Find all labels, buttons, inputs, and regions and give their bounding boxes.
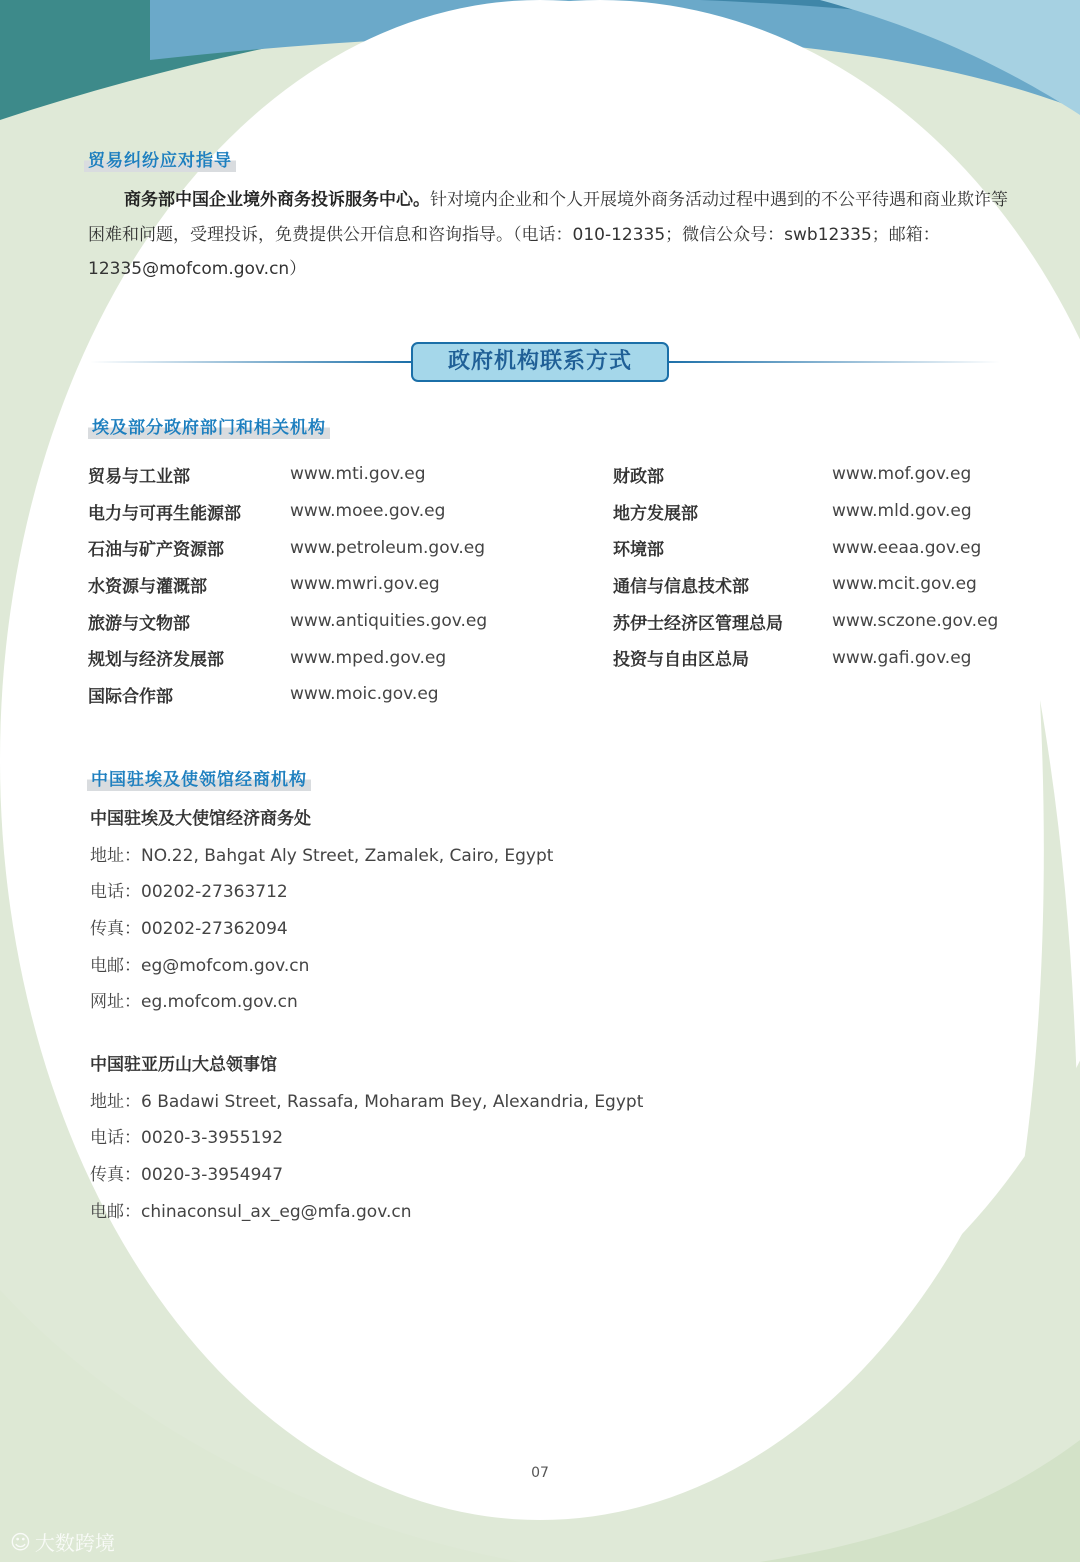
gov-name: 规划与经济发展部 [88,650,224,671]
embassy-address: 地址：NO.22, Bahgat Aly Street, Zamalek, Cairo, Egypt [90,845,554,866]
trade-dispute-lead: 商务部中国企业境外商务投诉服务中心。 [124,190,430,210]
gov-name: 贸易与工业部 [88,466,190,487]
trade-dispute-paragraph [88,183,1008,287]
gov-url[interactable]: www.antiquities.gov.eg [290,611,488,632]
embassy-website[interactable]: 网址：eg.mofcom.gov.cn [90,992,298,1013]
gov-url[interactable]: www.petroleum.gov.eg [290,537,485,558]
banner-line-left [90,361,411,363]
gov-name: 财政部 [613,466,664,487]
trade-dispute-body: 针对境内企业和个人开展境外商务活动过程中遇到的不公平待遇和商业欺诈等困难和问题，受理投诉，免费提供公开信息和咨询指导。（电话：010-12335；微信公众号：swb12335；邮箱：12335@mofcom.gov.cn） [88,190,1008,279]
embassy-fax: 传真：00202-27362094 [90,919,288,940]
banner-line-right [665,361,1000,363]
gov-name: 国际合作部 [88,686,173,707]
gov-name: 投资与自由区总局 [613,650,749,671]
gov-name: 电力与可再生能源部 [88,503,241,524]
gov-name: 水资源与灌溉部 [88,576,207,597]
gov-contacts-table [88,456,1028,713]
gov-url[interactable]: www.mcit.gov.eg [832,574,977,595]
gov-url[interactable]: www.moee.gov.eg [290,501,446,522]
china-embassy-section-title: 中国驻埃及使领馆经商机构 [87,765,311,791]
gov-name: 石油与矿产资源部 [88,540,224,561]
egypt-gov-section-title: 埃及部分政府部门和相关机构 [88,413,330,439]
consulate-name: 中国驻亚历山大总领事馆 [90,1055,277,1075]
gov-name: 地方发展部 [613,503,698,524]
consulate-block [90,1047,643,1230]
gov-url[interactable]: www.gafi.gov.eg [832,647,972,668]
gov-url[interactable]: www.mped.gov.eg [290,647,447,668]
government-contacts-banner: 政府机构联系方式 [411,342,669,382]
gov-url[interactable]: www.mld.gov.eg [832,501,972,522]
trade-dispute-section-title: 贸易纠纷应对指导 [84,146,236,172]
table-row [88,529,1028,566]
table-row [88,639,1028,676]
gov-url[interactable]: www.mti.gov.eg [290,464,426,485]
gov-url[interactable]: www.sczone.gov.eg [832,611,999,632]
gov-name: 通信与信息技术部 [613,576,749,597]
table-row [88,566,1028,603]
gov-url[interactable]: www.moic.gov.eg [290,684,439,705]
gov-url[interactable]: www.mof.gov.eg [832,464,972,485]
gov-name: 苏伊士经济区管理总局 [613,613,783,634]
embassy-name: 中国驻埃及大使馆经济商务处 [90,809,311,829]
embassy-block [90,801,553,1021]
table-row [88,603,1028,640]
consulate-address: 地址：6 Badawi Street, Rassafa, Moharam Bey, Alexandria, Egypt [90,1091,644,1112]
gov-name: 环境部 [613,540,664,561]
page-number: 07 [531,1465,549,1481]
watermark-text: 大数跨境 [34,1531,115,1555]
consulate-email[interactable]: 电邮：chinaconsul_ax_eg@mfa.gov.cn [90,1201,412,1222]
gov-name: 旅游与文物部 [88,613,190,634]
watermark [10,1527,115,1556]
gov-url[interactable]: www.eeaa.gov.eg [832,537,982,558]
gov-url[interactable]: www.mwri.gov.eg [290,574,440,595]
table-row [88,456,1028,493]
table-row [88,493,1028,530]
embassy-email[interactable]: 电邮：eg@mofcom.gov.cn [90,955,310,976]
embassy-phone: 电话：00202-27363712 [90,882,288,903]
table-row [88,676,1028,713]
consulate-phone: 电话：0020-3-3955192 [90,1128,284,1149]
logo-icon: ☺ [10,1529,31,1554]
consulate-fax: 传真：0020-3-3954947 [90,1165,284,1186]
